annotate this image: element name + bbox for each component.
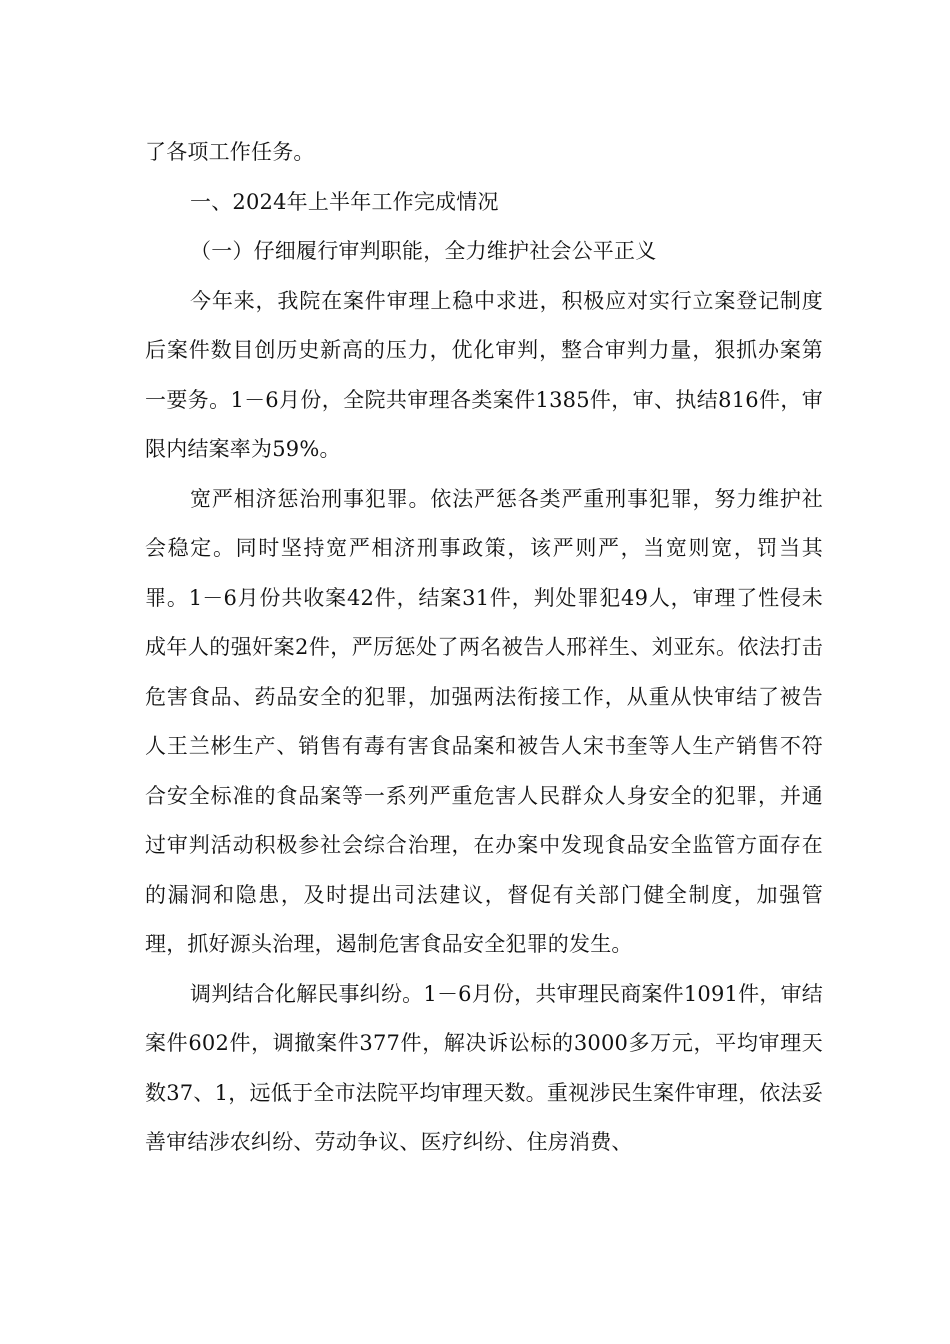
- paragraph-criminal-cases: 宽严相济惩治刑事犯罪。依法严惩各类严重刑事犯罪，努力维护社会稳定。同时坚持宽严相济刑事政策，该严则严，当宽则宽，罚当其罪。1－6月份共收案42件，结案31件，判处罪犯49人，审理了性侵未成年人的强奸案2件，严厉惩处了两名被告人邢祥生、刘亚东。依法打击危害食品、药品安全的犯罪，加强两法衔接工作，从重从快审结了被告人王兰彬生产、销售有毒有害食品案和被告人宋书奎等人生产销售不符合安全标准的食品案等一系列严重危害人民群众人身安全的犯罪，并通过审判活动积极参社会综合治理，在办案中发现食品安全监管方面存在的漏洞和隐患，及时提出司法建议，督促有关部门健全制度，加强管理，抓好源头治理，遏制危害食品安全犯罪的发生。: [145, 486, 823, 956]
- paragraph-case-overview: 今年来，我院在案件审理上稳中求进，积极应对实行立案登记制度后案件数目创历史新高的压力，优化审判，整合审判力量，狠抓办案第一要务。1－6月份，全院共审理各类案件1385件，审、执结816件，审限内结案率为59%。: [145, 288, 823, 461]
- section-heading: 一、2024年上半年工作完成情况: [190, 189, 499, 214]
- paragraph-civil-cases: 调判结合化解民事纠纷。1－6月份，共审理民商案件1091件，审结案件602件，调撤案件377件，解决诉讼标的3000多万元，平均审理天数37、1，远低于全市法院平均审理天数。重视涉民生案件审理，依法妥善审结涉农纠纷、劳动争议、医疗纠纷、住房消费、: [145, 981, 823, 1154]
- paragraph-continuation: 了各项工作任务。: [145, 140, 315, 164]
- subsection-heading: （一）仔细履行审判职能，全力维护社会公平正义: [190, 239, 657, 263]
- document-body: [145, 128, 823, 1168]
